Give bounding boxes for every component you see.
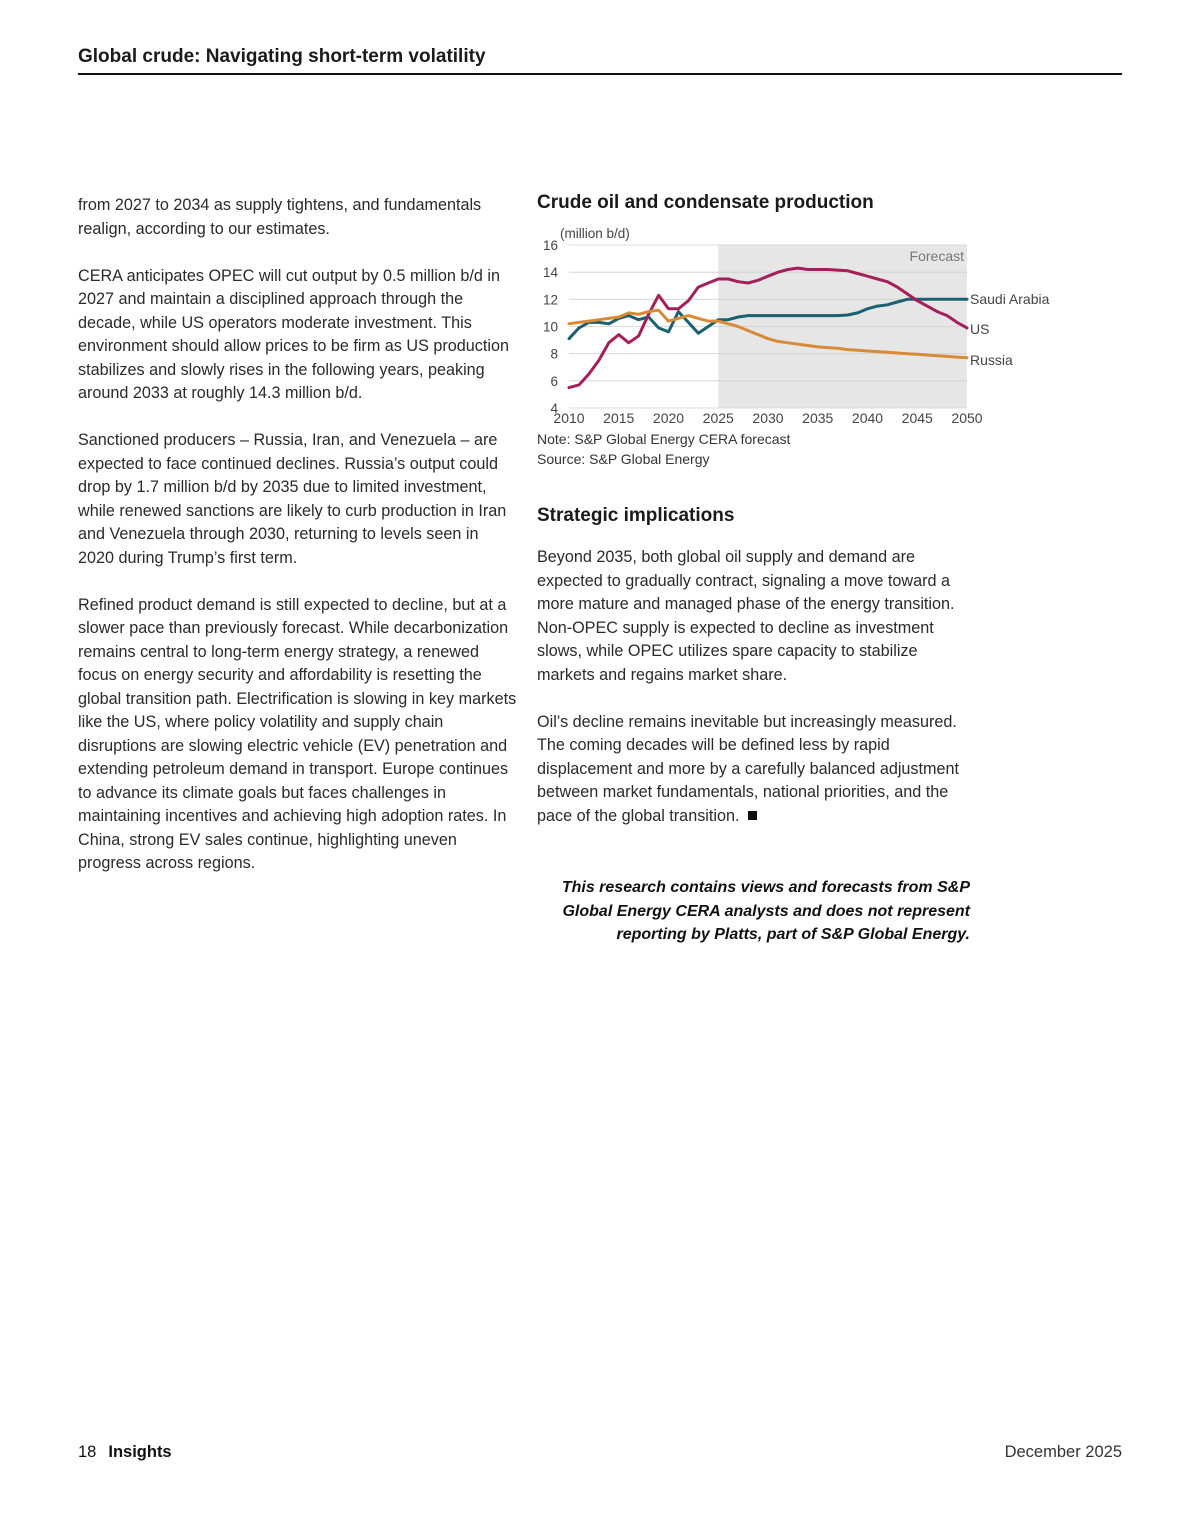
left-column bbox=[78, 194, 518, 899]
body-paragraph-final bbox=[537, 711, 977, 829]
body-paragraph: Sanctioned producers – Russia, Iran, and Venezuela – are expected to face continued declines. Russia’s output could drop by 1.7 million b/d by 2035 due to limited investment, while renewed sanctions are likely to curb production in Iran and Venezuela through 2030, returning to levels seen in 2020 during Trump’s first term. bbox=[78, 431, 507, 567]
chart-note: Note: S&P Global Energy CERA forecast bbox=[537, 431, 791, 447]
y-axis-label: (million b/d) bbox=[560, 226, 630, 241]
production-line-chart bbox=[530, 222, 1090, 427]
disclaimer: This research contains views and forecasts from S&P Global Energy CERA analysts and does not represent reporting by Platts, part of S&P Global Energy. bbox=[561, 879, 970, 943]
x-tick-label: 2010 bbox=[553, 410, 585, 426]
body-paragraph: CERA anticipates OPEC will cut output by 0.5 million b/d in 2027 and maintain a disciplined approach through the decade, while US operators moderate investment. This environment should allow prices to be firm as US production stabilizes and slowly rises in the following years, peaking around 2033 at roughly 14.3 million b/d. bbox=[78, 266, 509, 402]
x-tick-label: 2045 bbox=[901, 410, 933, 426]
series-label: US bbox=[970, 321, 990, 337]
y-tick-label: 12 bbox=[542, 292, 558, 308]
body-paragraph: from 2027 to 2034 as supply tightens, and fundamentals realign, according to our estimates. bbox=[78, 196, 482, 238]
chart-title: Crude oil and condensate production bbox=[537, 192, 874, 213]
footer-section: Insights bbox=[108, 1443, 172, 1461]
y-tick-label: 10 bbox=[542, 319, 558, 335]
footer-left bbox=[78, 1443, 172, 1462]
x-tick-label: 2035 bbox=[802, 410, 834, 426]
y-tick-label: 6 bbox=[550, 373, 558, 389]
y-tick-label: 14 bbox=[542, 265, 558, 281]
right-column bbox=[537, 546, 977, 852]
y-tick-label: 16 bbox=[542, 238, 558, 253]
section-heading: Strategic implications bbox=[537, 505, 735, 526]
body-paragraph-text: Oil’s decline remains inevitable but increasingly measured. The coming decades will be defined less by rapid displacement and more by a carefully balanced adjustment between market fundamentals, national priorities, and the pace of the global transition. bbox=[537, 712, 960, 825]
series-label: Russia bbox=[970, 352, 1013, 368]
x-tick-label: 2025 bbox=[702, 410, 734, 426]
end-mark-icon bbox=[748, 811, 757, 820]
x-tick-label: 2030 bbox=[752, 410, 784, 426]
y-tick-label: 4 bbox=[550, 401, 558, 416]
x-tick-label: 2020 bbox=[652, 410, 685, 426]
series-label: Saudi Arabia bbox=[970, 291, 1050, 307]
page-number: 18 bbox=[78, 1443, 97, 1461]
forecast-label: Forecast bbox=[909, 248, 964, 264]
page-header-title: Global crude: Navigating short-term volatility bbox=[78, 46, 1122, 75]
x-tick-label: 2015 bbox=[603, 410, 635, 426]
x-tick-label: 2050 bbox=[951, 410, 983, 426]
body-paragraph: Beyond 2035, both global oil supply and demand are expected to gradually contract, signaling a move toward a more mature and managed phase of the energy transition. Non-OPEC supply is expected to decline as investment slows, while OPEC utilizes spare capacity to stabilize markets and regains market share. bbox=[537, 548, 955, 684]
footer-date: December 2025 bbox=[1004, 1443, 1122, 1461]
x-tick-label: 2040 bbox=[851, 410, 884, 426]
chart-source: Source: S&P Global Energy bbox=[537, 451, 710, 467]
y-tick-label: 8 bbox=[550, 346, 558, 362]
body-paragraph: Refined product demand is still expected to decline, but at a slower pace than previously forecast. While decarbonization remains central to long-term energy strategy, a renewed focus on energy security and affordability is resetting the global transition path. Electrification is slowing in key markets like the US, where policy volatility and supply chain disruptions are slowing electric vehicle (EV) penetration and extending petroleum demand in transport. Europe continues to advance its climate goals but faces challenges in maintaining incentives and achieving high adoption rates. In China, strong EV sales continue, highlighting uneven progress across regions. bbox=[78, 595, 517, 872]
